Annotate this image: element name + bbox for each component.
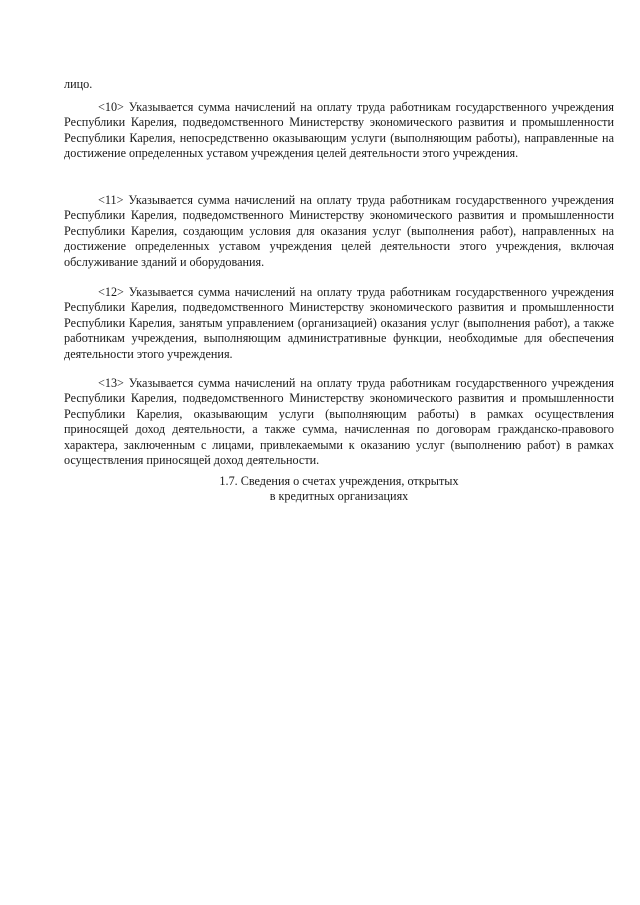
section-heading-line-2: в кредитных организациях (269, 489, 409, 504)
section-heading-line-1: 1.7. Сведения о счетах учреждения, открытых (219, 474, 459, 488)
footnote-10: <10> Указывается сумма начислений на оплату труда работникам государственного учреждения Республики Карелия, подведомственного Министерству экономического развития и промышленности Республики Карелия, непосредственно оказывающим услуги (выполняющим работы), направленные на достижение определенных уставом учреждения целей деятельности этого учреждения. (64, 100, 614, 161)
footnote-13: <13> Указывается сумма начислений на оплату труда работникам государственного учреждения Республики Карелия, подведомственного Министерству экономического развития и промышленности Республики Карелия, оказывающим услуги (выполняющим работы) в рамках осуществления приносящей доход деятельности, а также сумма, начисленная по договорам гражданско-правового характера, заключенным с лицами, привлекаемыми к оказанию услуг (выполнению работ) в рамках осуществления приносящей доход деятельности. (64, 376, 614, 468)
footnote-11: <11> Указывается сумма начислений на оплату труда работникам государственного учреждения Республики Карелия, подведомственного Министерству экономического развития и промышленности Республики Карелия, создающим условия для оказания услуг (выполнения работ), направленных на достижение определенных уставом учреждения целей деятельности этого учреждения, включая обслуживание зданий и оборудования. (64, 193, 614, 269)
footnote-12: <12> Указывается сумма начислений на оплату труда работникам государственного учреждения Республики Карелия, подведомственного Министерству экономического развития и промышленности Республики Карелия, занятым управлением (организацией) оказания услуг (выполнения работ), а также работникам учреждения, выполняющим административные функции, необходимые для обеспечения деятельности этого учреждения. (64, 285, 614, 361)
lead-line: лицо. (64, 77, 93, 91)
section-heading (64, 474, 614, 505)
